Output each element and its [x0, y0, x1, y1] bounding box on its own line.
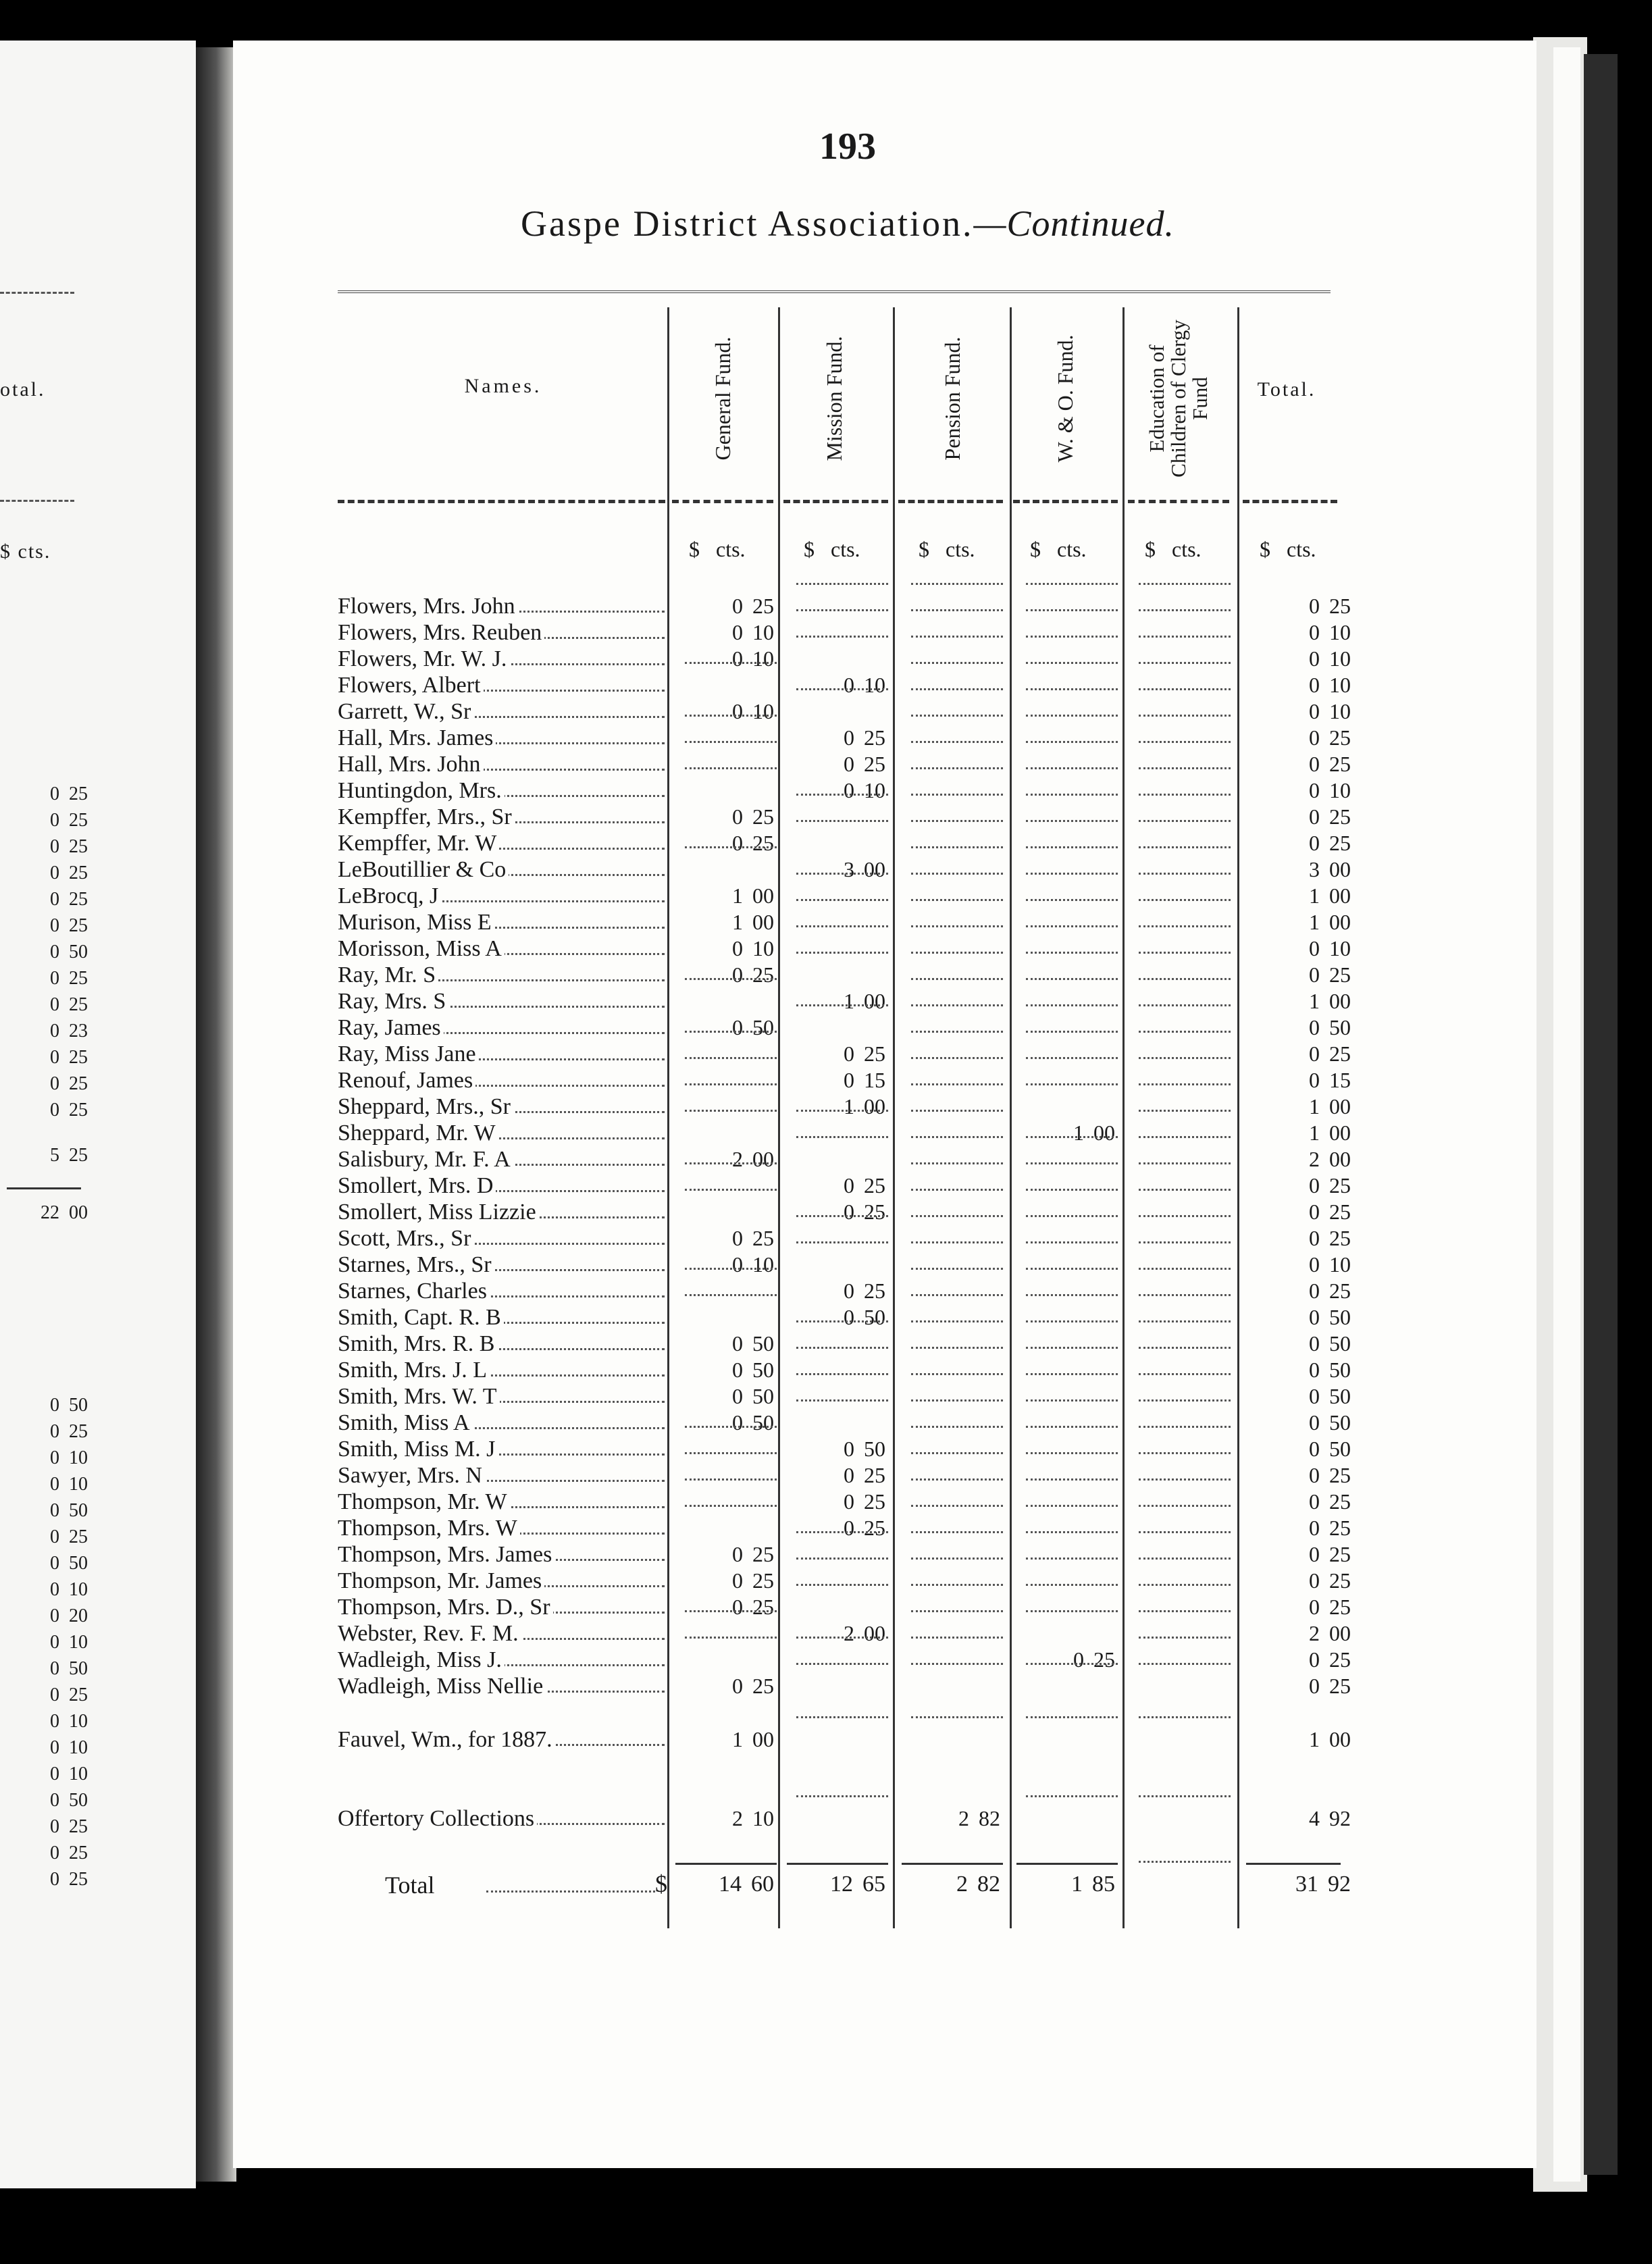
left-page-value: 0 10	[50, 1447, 88, 1468]
mission-amount: 0 15	[844, 1068, 885, 1092]
general-amount: 1 00	[732, 910, 774, 934]
table-row	[338, 1568, 1351, 1594]
title-continued: —Continued.	[973, 203, 1175, 244]
education-fund-header: Education of Children of Clergy Fund	[1145, 319, 1212, 478]
mission-amount: 0 25	[844, 1463, 885, 1487]
row-total: 0 25	[1309, 1595, 1351, 1619]
donor-name: Offertory Collections	[338, 1805, 669, 1832]
general-header-rule	[672, 500, 773, 503]
general-amount: 1 00	[732, 1727, 774, 1751]
table-row	[338, 1515, 1351, 1541]
donor-name: Wadleigh, Miss Nellie	[338, 1673, 669, 1699]
row-total: 0 25	[1309, 1568, 1351, 1593]
mission-amount: 2 00	[844, 1621, 885, 1645]
row-total: 0 10	[1309, 1252, 1351, 1277]
general-amount: 0 25	[732, 1542, 774, 1566]
row-total: 0 10	[1309, 620, 1351, 644]
left-page-grand-total: 22 00	[41, 1202, 88, 1223]
row-total: 0 50	[1309, 1358, 1351, 1382]
mission-total: 12 65	[830, 1872, 885, 1897]
donor-name: Kempffer, Mrs., Sr	[338, 804, 669, 830]
general-amount: 2 00	[732, 1147, 774, 1171]
totals-label: Total	[385, 1871, 669, 1899]
row-total: 1 00	[1309, 989, 1351, 1013]
wo-fund-header: W. & O. Fund.	[1053, 334, 1077, 463]
row-total: 0 10	[1309, 673, 1351, 697]
row-total: 0 10	[1309, 778, 1351, 802]
general-amount: 0 10	[732, 620, 774, 644]
donor-name: Smollert, Mrs. D	[338, 1173, 669, 1199]
row-total: 0 10	[1309, 646, 1351, 671]
table-row	[338, 1410, 1351, 1436]
table-row	[338, 1620, 1351, 1647]
left-page-total-header: otal.	[0, 378, 46, 401]
table-row	[338, 1331, 1351, 1357]
left-page-value: 0 25	[50, 783, 88, 804]
donor-name: Sheppard, Mrs., Sr	[338, 1094, 669, 1120]
row-total: 0 25	[1309, 752, 1351, 776]
mission-fund-header: Mission Fund.	[822, 336, 846, 461]
row-total: 0 10	[1309, 936, 1351, 960]
mission-amount: 0 25	[844, 1516, 885, 1540]
donor-name: LeBrocq, J	[338, 883, 669, 909]
general-amount: 0 50	[732, 1358, 774, 1382]
total-column-header: Total.	[1257, 378, 1316, 401]
general-amount: 0 25	[732, 1226, 774, 1250]
left-page-value: 0 10	[50, 1737, 88, 1758]
table-row	[338, 909, 1351, 935]
donor-name: Ray, Miss Jane	[338, 1041, 669, 1067]
general-amount: 1 00	[732, 883, 774, 908]
donor-name: Murison, Miss E	[338, 909, 669, 935]
mission-amount: 0 50	[844, 1305, 885, 1329]
table-row	[338, 1278, 1351, 1304]
mission-amount: 0 25	[844, 1041, 885, 1066]
left-page-value: 0 25	[50, 915, 88, 936]
units-label: $ cts.	[1260, 537, 1316, 561]
pension-fund-header: Pension Fund.	[940, 336, 964, 461]
row-total: 0 25	[1309, 1542, 1351, 1566]
table-row	[338, 1594, 1351, 1620]
table-row	[338, 1304, 1351, 1331]
book-binding	[196, 47, 236, 2182]
table-row	[338, 1462, 1351, 1489]
table-row	[338, 1357, 1351, 1383]
left-page-value: 0 25	[50, 863, 88, 883]
donor-name: Thompson, Mrs. W	[338, 1515, 669, 1541]
donor-name: Ray, Mr. S	[338, 962, 669, 988]
donor-name: Sheppard, Mr. W	[338, 1120, 669, 1146]
table-row	[338, 751, 1351, 777]
general-total: 14 60	[719, 1872, 774, 1897]
pension-sum-rule	[902, 1863, 1003, 1865]
left-page-value: 0 10	[50, 1579, 88, 1600]
mission-amount: 0 25	[844, 1489, 885, 1514]
table-row	[338, 698, 1351, 725]
donor-name: Smith, Capt. R. B	[338, 1304, 669, 1331]
left-page-value: 0 23	[50, 1021, 88, 1041]
page-stack-edge	[1553, 47, 1580, 2182]
donor-name: Smith, Mrs. R. B	[338, 1331, 669, 1357]
names-column-header: Names.	[464, 375, 542, 397]
wo-total: 1 85	[1071, 1872, 1115, 1897]
row-total: 0 25	[1309, 1489, 1351, 1514]
header-rule	[338, 290, 1331, 293]
left-page-rule	[0, 500, 74, 502]
general-amount: 0 25	[732, 831, 774, 855]
general-amount: 0 10	[732, 936, 774, 960]
left-page-value: 0 50	[50, 1500, 88, 1521]
donor-name: Garrett, W., Sr	[338, 698, 669, 725]
units-label: $ cts.	[689, 537, 746, 561]
left-page-value: 0 50	[50, 1658, 88, 1679]
table-row	[338, 1067, 1351, 1094]
row-total: 0 25	[1309, 725, 1351, 750]
grand-total: 31 92	[1295, 1872, 1351, 1897]
left-page-subtotal: 5 25	[50, 1145, 88, 1166]
table-row	[338, 777, 1351, 804]
row-total: 0 10	[1309, 699, 1351, 723]
table-row	[338, 883, 1351, 909]
donor-name: Starnes, Charles	[338, 1278, 669, 1304]
table-row	[338, 1041, 1351, 1067]
left-page-value: 0 25	[50, 1421, 88, 1442]
row-total: 0 50	[1309, 1331, 1351, 1356]
row-total: 0 25	[1309, 1041, 1351, 1066]
general-fund-header: General Fund.	[711, 336, 735, 461]
row-total: 0 25	[1309, 1647, 1351, 1672]
donor-name: Ray, James	[338, 1014, 669, 1041]
general-amount: 0 25	[732, 962, 774, 987]
donor-name: Fauvel, Wm., for 1887.	[338, 1726, 669, 1753]
general-amount: 0 50	[732, 1331, 774, 1356]
units-label: $ cts.	[804, 537, 860, 561]
units-label: $ cts.	[1030, 537, 1087, 561]
mission-header-rule	[783, 500, 888, 503]
table-row	[338, 935, 1351, 962]
general-amount: 0 50	[732, 1410, 774, 1435]
table-row	[338, 1120, 1351, 1146]
table-row	[338, 1199, 1351, 1225]
units-label: $ cts.	[919, 537, 975, 561]
general-amount: 0 25	[732, 1568, 774, 1593]
table-row	[338, 804, 1351, 830]
names-header-rule	[338, 500, 665, 503]
pension-amount: 2 82	[958, 1806, 1000, 1830]
row-total: 0 25	[1309, 1226, 1351, 1250]
table-row	[338, 830, 1351, 856]
table-row	[338, 988, 1351, 1014]
table-row	[338, 856, 1351, 883]
row-total: 1 00	[1309, 1727, 1351, 1751]
wo-amount: 0 25	[1073, 1647, 1115, 1672]
book-cover-edge	[1584, 54, 1618, 2175]
total-header-rule	[1243, 500, 1337, 503]
row-total: 0 50	[1309, 1384, 1351, 1408]
donor-name: Thompson, Mrs. James	[338, 1541, 669, 1568]
table-row	[338, 1673, 1351, 1699]
mission-amount: 1 00	[844, 989, 885, 1013]
pension-header-rule	[898, 500, 1003, 503]
page-title	[466, 203, 1229, 245]
row-total: 0 15	[1309, 1068, 1351, 1092]
table-row	[338, 1436, 1351, 1462]
mission-amount: 0 25	[844, 725, 885, 750]
table-row	[338, 1489, 1351, 1515]
donor-name: LeBoutillier & Co	[338, 856, 669, 883]
left-page-value: 0 25	[50, 1047, 88, 1068]
row-total: 0 25	[1309, 831, 1351, 855]
wo-header-rule	[1013, 500, 1118, 503]
general-amount: 0 25	[732, 804, 774, 829]
general-amount: 0 50	[732, 1384, 774, 1408]
table-row	[338, 619, 1351, 646]
table-row	[338, 1647, 1351, 1673]
row-total: 0 25	[1309, 1200, 1351, 1224]
mission-amount: 0 50	[844, 1437, 885, 1461]
left-page-value: 0 50	[50, 1553, 88, 1574]
row-total: 0 25	[1309, 1463, 1351, 1487]
table-row	[338, 1094, 1351, 1120]
row-total: 2 00	[1309, 1621, 1351, 1645]
donor-name: Smith, Mrs. J. L	[338, 1357, 669, 1383]
row-total: 2 00	[1309, 1147, 1351, 1171]
donor-name: Flowers, Mrs. John	[338, 593, 669, 619]
table-row	[338, 1225, 1351, 1252]
row-total: 0 25	[1309, 594, 1351, 618]
left-page-value: 0 50	[50, 1790, 88, 1811]
donor-name: Scott, Mrs., Sr	[338, 1225, 669, 1252]
donor-name: Smith, Mrs. W. T	[338, 1383, 669, 1410]
left-page-value: 0 25	[50, 968, 88, 989]
row-total: 0 25	[1309, 1173, 1351, 1198]
pension-total: 2 82	[956, 1872, 1000, 1897]
table-row	[338, 725, 1351, 751]
row-total: 4 92	[1309, 1806, 1351, 1830]
row-total: 0 25	[1309, 962, 1351, 987]
table-row	[338, 1252, 1351, 1278]
title-main: Gaspe District Association.	[521, 203, 974, 244]
donor-name: Webster, Rev. F. M.	[338, 1620, 669, 1647]
general-amount: 0 10	[732, 1252, 774, 1277]
mission-amount: 0 10	[844, 673, 885, 697]
left-page-value: 0 10	[50, 1711, 88, 1732]
left-page-value: 0 10	[50, 1632, 88, 1653]
totals-dollar-sign: $	[655, 1870, 667, 1897]
row-total: 0 25	[1309, 804, 1351, 829]
mission-amount: 1 00	[844, 1094, 885, 1118]
general-amount: 0 10	[732, 646, 774, 671]
donor-name: Huntingdon, Mrs.	[338, 777, 669, 804]
donor-name: Wadleigh, Miss J.	[338, 1647, 669, 1673]
left-page-value: 0 25	[50, 1816, 88, 1837]
left-page-value: 0 25	[50, 1526, 88, 1547]
donor-name: Smith, Miss M. J	[338, 1436, 669, 1462]
left-page-value: 0 10	[50, 1764, 88, 1784]
education-header-rule	[1128, 500, 1229, 503]
donor-name: Kempffer, Mr. W	[338, 830, 669, 856]
donor-name: Thompson, Mr. W	[338, 1489, 669, 1515]
donor-name: Salisbury, Mr. F. A	[338, 1146, 669, 1173]
general-amount: 0 50	[732, 1015, 774, 1039]
table-row	[338, 1146, 1351, 1173]
mission-amount: 0 25	[844, 1200, 885, 1224]
donor-name: Ray, Mrs. S	[338, 988, 669, 1014]
left-page-value: 0 25	[50, 1869, 88, 1890]
table-row	[338, 1726, 1351, 1753]
donor-name: Smollert, Miss Lizzie	[338, 1199, 669, 1225]
mission-amount: 0 25	[844, 1173, 885, 1198]
general-amount: 0 25	[732, 1595, 774, 1619]
mission-amount: 0 10	[844, 778, 885, 802]
left-page-value: 0 25	[50, 810, 88, 831]
row-total: 1 00	[1309, 1094, 1351, 1118]
donor-name: Starnes, Mrs., Sr	[338, 1252, 669, 1278]
left-page-value: 0 25	[50, 889, 88, 910]
table-row	[338, 1014, 1351, 1041]
general-amount: 0 25	[732, 1674, 774, 1698]
wo-sum-rule	[1016, 1863, 1118, 1865]
row-total: 0 50	[1309, 1015, 1351, 1039]
left-page-value: 0 50	[50, 1395, 88, 1416]
left-page-rule	[0, 292, 74, 294]
table-row	[338, 1173, 1351, 1199]
general-amount: 0 10	[732, 699, 774, 723]
left-page-value: 0 25	[50, 1843, 88, 1863]
row-total: 0 50	[1309, 1305, 1351, 1329]
left-page-value: 0 25	[50, 994, 88, 1015]
row-total: 1 00	[1309, 1121, 1351, 1145]
left-page-value: 0 25	[50, 836, 88, 857]
row-total: 1 00	[1309, 883, 1351, 908]
left-page-value: 0 25	[50, 1684, 88, 1705]
total-sum-rule	[1246, 1863, 1341, 1865]
donor-name: Thompson, Mrs. D., Sr	[338, 1594, 669, 1620]
units-label: $ cts.	[1145, 537, 1202, 561]
general-amount: 2 10	[732, 1806, 774, 1830]
totals-row	[338, 1871, 1351, 1897]
row-total: 0 25	[1309, 1674, 1351, 1698]
left-page-sum-rule	[7, 1187, 81, 1189]
left-page-value: 0 50	[50, 942, 88, 962]
left-page-value: 0 25	[50, 1100, 88, 1121]
row-total: 0 50	[1309, 1410, 1351, 1435]
previous-page-edge	[0, 41, 196, 2188]
wo-amount: 1 00	[1073, 1121, 1115, 1145]
donor-name: Hall, Mrs. John	[338, 751, 669, 777]
donor-name: Sawyer, Mrs. N	[338, 1462, 669, 1489]
mission-sum-rule	[787, 1863, 888, 1865]
row-total: 0 25	[1309, 1279, 1351, 1303]
table-row	[338, 1541, 1351, 1568]
table-row	[338, 672, 1351, 698]
table-row	[338, 962, 1351, 988]
mission-amount: 3 00	[844, 857, 885, 881]
left-page-value: 0 20	[50, 1605, 88, 1626]
donor-name: Morisson, Miss A	[338, 935, 669, 962]
left-page-value: 0 10	[50, 1474, 88, 1495]
table-row	[338, 1383, 1351, 1410]
left-page-units: $ cts.	[0, 540, 51, 563]
general-amount: 0 25	[732, 594, 774, 618]
page-number: 193	[819, 126, 876, 168]
donor-name: Flowers, Mr. W. J.	[338, 646, 669, 672]
donor-name: Flowers, Mrs. Reuben	[338, 619, 669, 646]
row-total: 0 50	[1309, 1437, 1351, 1461]
row-total: 0 25	[1309, 1516, 1351, 1540]
mission-amount: 0 25	[844, 1279, 885, 1303]
donor-name: Hall, Mrs. James	[338, 725, 669, 751]
donor-name: Thompson, Mr. James	[338, 1568, 669, 1594]
row-total: 1 00	[1309, 910, 1351, 934]
row-total: 3 00	[1309, 857, 1351, 881]
left-page-value: 0 25	[50, 1073, 88, 1094]
donor-name: Renouf, James	[338, 1067, 669, 1094]
general-sum-rule	[675, 1863, 777, 1865]
donor-name: Flowers, Albert	[338, 672, 669, 698]
table-row	[338, 646, 1351, 672]
table-row	[338, 1805, 1351, 1832]
table-row	[338, 593, 1351, 619]
donor-name: Smith, Miss A	[338, 1410, 669, 1436]
mission-amount: 0 25	[844, 752, 885, 776]
